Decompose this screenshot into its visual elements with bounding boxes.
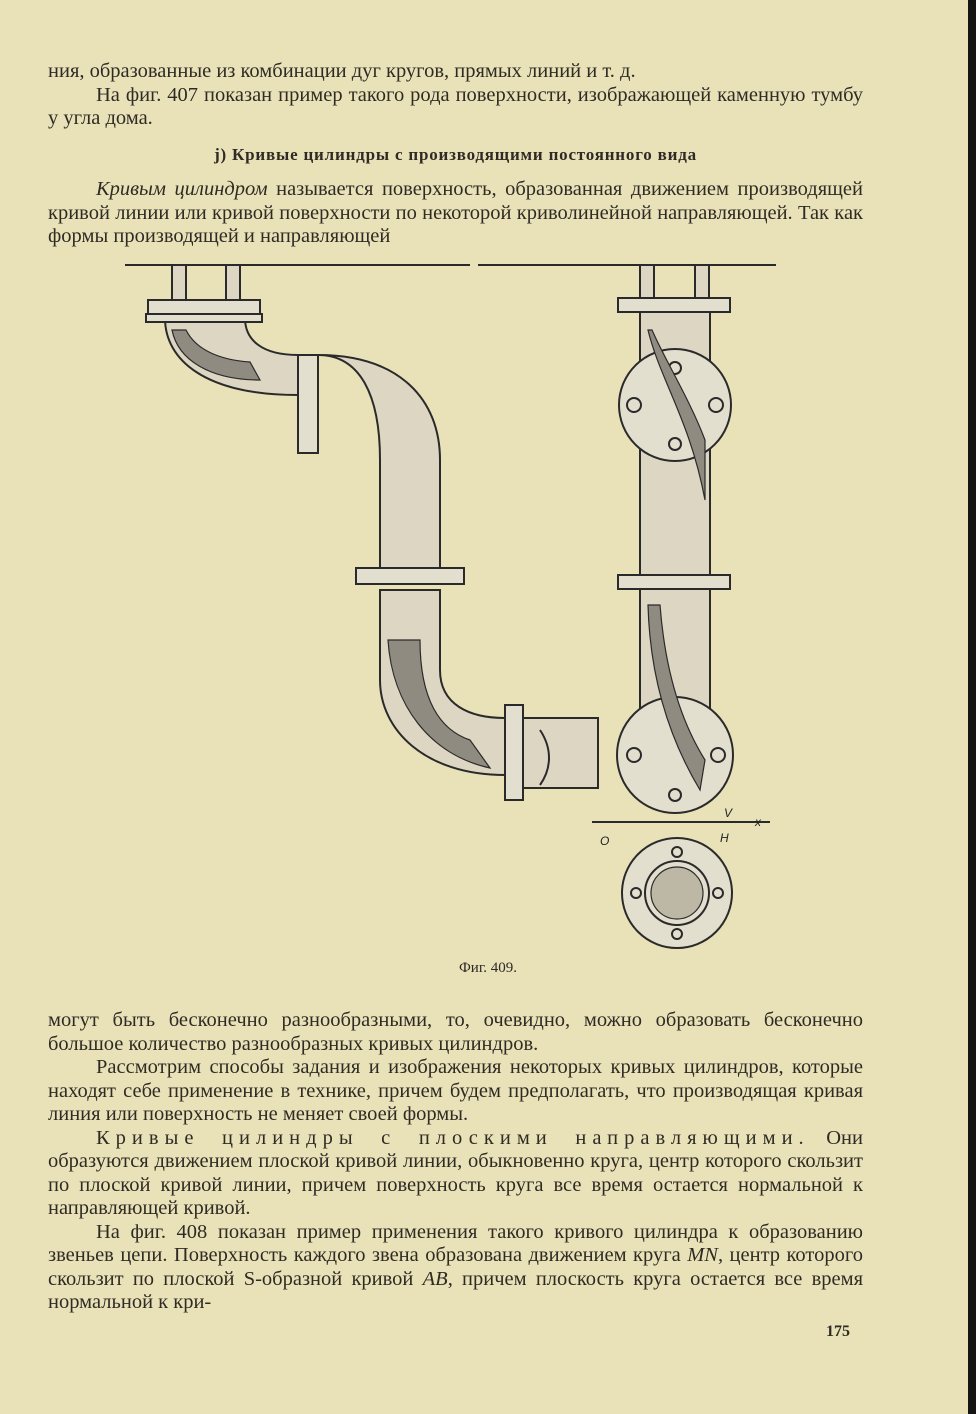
section-heading: j) Кривые цилиндры с производящими постоянного вида [214,145,697,164]
plan-view [622,838,732,948]
side-flange-circle-upper [619,349,731,461]
intro-term: Кривым цилиндром [96,178,268,200]
page-number: 175 [826,1323,850,1340]
flange-upper [298,355,318,453]
figure-caption: Фиг. 409. [458,960,518,976]
pipe-elbow-middle [318,355,440,575]
plane-directrix-term: Кривые цилиндры с плоскими направляющими. [96,1126,810,1149]
intro-text: называется поверхность, образованная движением производящей кривой линии или кривой поверхности по некоторой криволинейной направляющей. Так как формы производящей и направляющей [48,178,863,247]
paragraph-fig408: На фиг. 408 показан пример применения такого кривого цилиндра к образованию звеньев цепи. Поверхность каждого звена образована движением круга MN, центр которого скользит по плоской S-образной кривой AB, причем плоскость круга остается все время нормальной к кри- [48,1220,864,1313]
paragraph-methods: Рассмотрим способы задания и изображения некоторых кривых цилиндров, которые находят себе применение в технике, причем будем предполагать, что производящая кривая линия или поверхность не меняет своей формы. [48,1056,863,1125]
flange-top-lower [146,314,262,322]
top-line: ния, образованные из комбинации дуг кругов, прямых линий и т. д. [48,60,636,82]
label-o: O [600,834,610,848]
flange-top [148,300,260,314]
paragraph-fig407: На фиг. 407 показан пример такого рода поверхности, изображающей каменную тумбу у угла дома. [48,83,863,129]
pipe-side-view [617,265,733,813]
body-text [48,1009,863,1315]
paragraph-plane-directrix [48,1127,863,1221]
pipe-front-view [146,265,598,800]
flange-bottom [505,705,523,800]
plan-inner-circle [651,867,703,919]
side-flange-middle [618,575,730,589]
label-v: V [724,806,733,820]
side-flange-top [618,298,730,312]
pipe-outlet [523,718,598,788]
label-x: x [755,815,761,829]
flange-middle [356,568,464,584]
label-h: H [720,831,729,845]
paragraph-continuation: могут быть бесконечно разнообразными, то, очевидно, можно образовать бесконечно большое количество разнообразных кривых цилиндров. [48,1009,863,1055]
plane-directrix-text: Они образуются движением плоской кривой линии, обыкновенно круга, центр которого скользит по плоской кривой линии, причем поверхность круга все время остается нормальной к направляющей кривой. [48,1126,863,1219]
